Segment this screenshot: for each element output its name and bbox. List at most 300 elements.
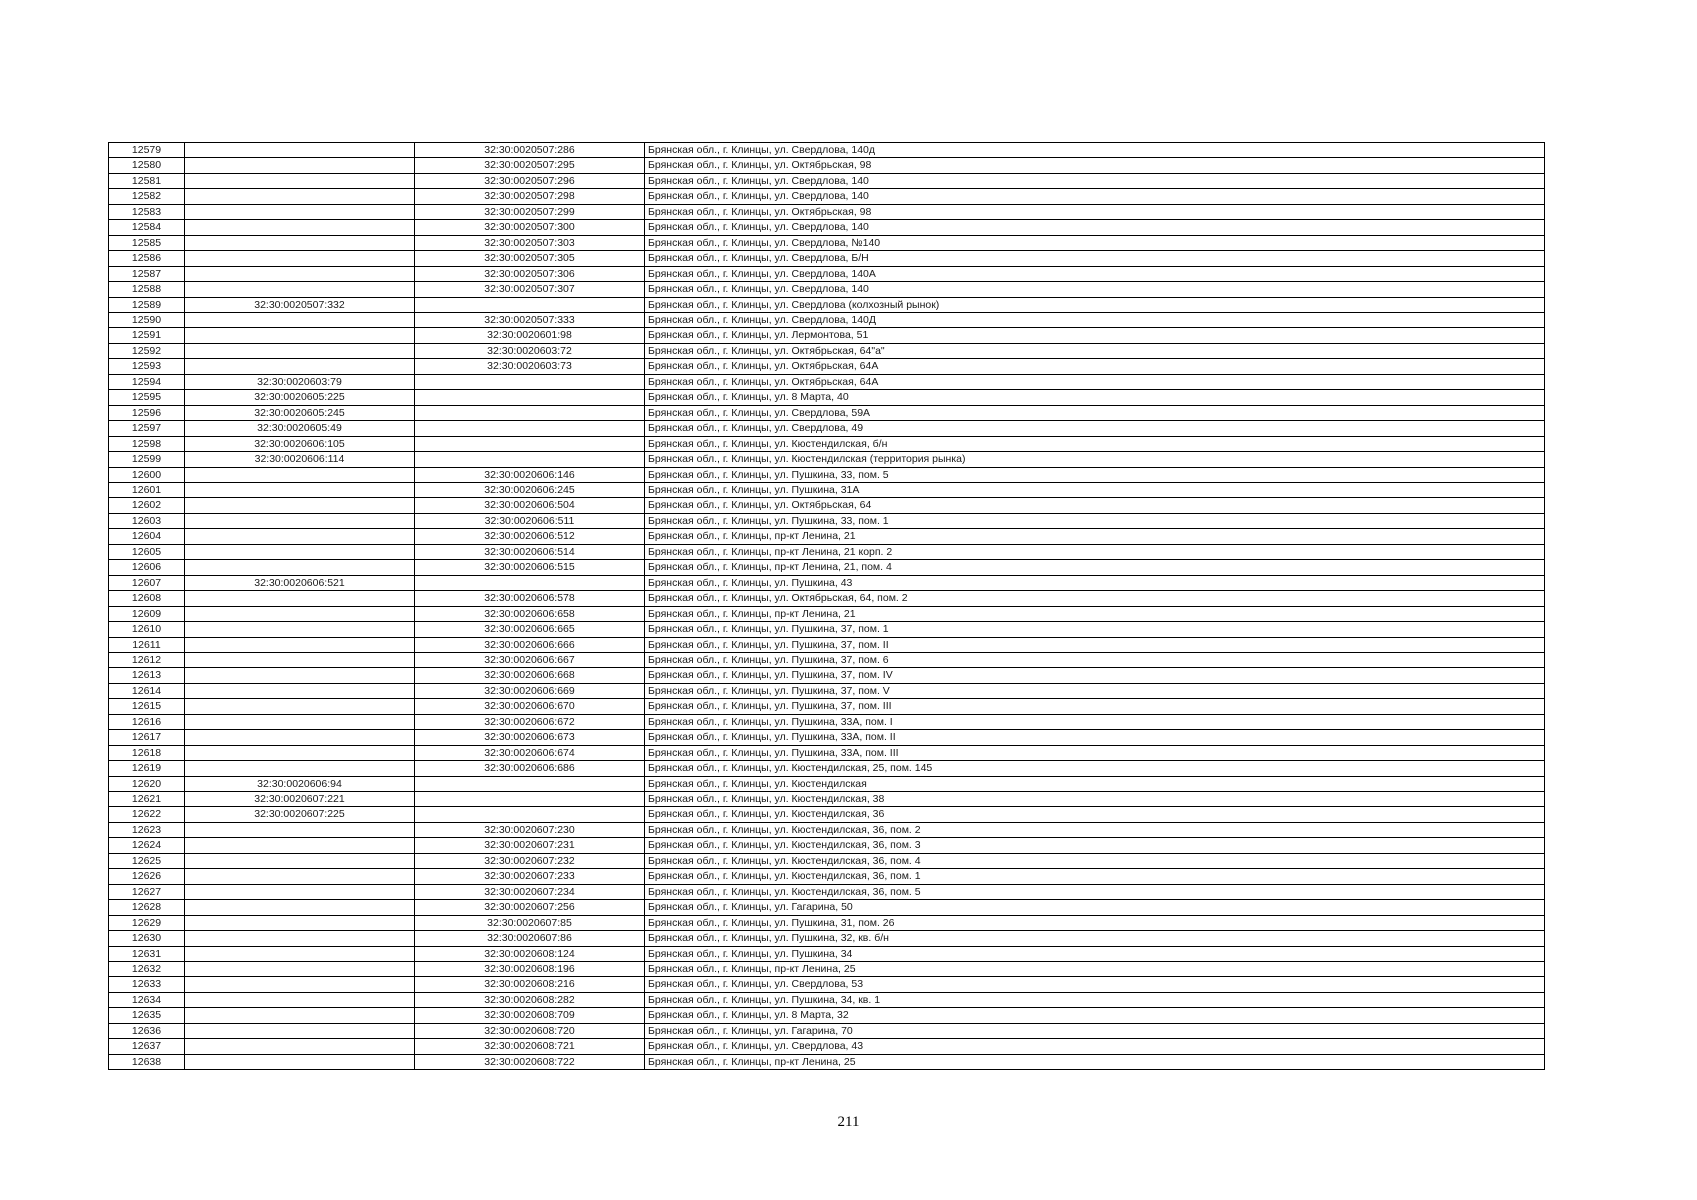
row-number-cell: 12585 — [109, 235, 185, 250]
address-cell: Брянская обл., г. Клинцы, ул. Пушкина, 31, пом. 26 — [645, 915, 1545, 930]
table-row — [109, 884, 1545, 899]
cadastral-number-cell: 32:30:0020606:667 — [415, 652, 645, 667]
cadastral-number-cell: 32:30:0020507:303 — [415, 235, 645, 250]
cadastral-number-cell: 32:30:0020507:299 — [415, 204, 645, 219]
cadastral-number-cell: 32:30:0020607:85 — [415, 915, 645, 930]
row-number-cell: 12633 — [109, 977, 185, 992]
cadastral-number-cell: 32:30:0020608:720 — [415, 1023, 645, 1038]
table-row — [109, 513, 1545, 528]
cadastral-number-cell — [415, 452, 645, 467]
cadastral-number-cell: 32:30:0020607:230 — [415, 822, 645, 837]
register-table-body — [109, 143, 1545, 1070]
cadastral-number-cell — [185, 992, 415, 1007]
cadastral-number-cell: 32:30:0020606:511 — [415, 513, 645, 528]
row-number-cell: 12599 — [109, 452, 185, 467]
cadastral-number-cell: 32:30:0020507:307 — [415, 282, 645, 297]
row-number-cell: 12608 — [109, 591, 185, 606]
row-number-cell: 12620 — [109, 776, 185, 791]
cadastral-number-cell: 32:30:0020606:668 — [415, 668, 645, 683]
address-cell: Брянская обл., г. Клинцы, пр-кт Ленина, 25 — [645, 962, 1545, 977]
address-cell: Брянская обл., г. Клинцы, ул. Свердлова, №140 — [645, 235, 1545, 250]
cadastral-number-cell — [185, 482, 415, 497]
address-cell: Брянская обл., г. Клинцы, ул. Октябрьская, 98 — [645, 204, 1545, 219]
table-row — [109, 575, 1545, 590]
table-row — [109, 822, 1545, 837]
row-number-cell: 12631 — [109, 946, 185, 961]
row-number-cell: 12589 — [109, 297, 185, 312]
address-cell: Брянская обл., г. Клинцы, ул. Пушкина, 37, пом. IV — [645, 668, 1545, 683]
address-cell: Брянская обл., г. Клинцы, ул. Кюстендилская, 25, пом. 145 — [645, 761, 1545, 776]
cadastral-number-cell: 32:30:0020608:282 — [415, 992, 645, 1007]
cadastral-number-cell: 32:30:0020507:333 — [415, 312, 645, 327]
address-cell: Брянская обл., г. Клинцы, ул. Кюстендилская, 36, пом. 4 — [645, 853, 1545, 868]
address-cell: Брянская обл., г. Клинцы, ул. Свердлова, 140 — [645, 189, 1545, 204]
table-row — [109, 529, 1545, 544]
row-number-cell: 12627 — [109, 884, 185, 899]
cadastral-number-cell: 32:30:0020507:298 — [415, 189, 645, 204]
cadastral-number-cell — [185, 529, 415, 544]
cadastral-number-cell: 32:30:0020606:94 — [185, 776, 415, 791]
table-row — [109, 668, 1545, 683]
cadastral-number-cell: 32:30:0020507:306 — [415, 266, 645, 281]
row-number-cell: 12617 — [109, 730, 185, 745]
cadastral-number-cell: 32:30:0020606:114 — [185, 452, 415, 467]
cadastral-number-cell: 32:30:0020606:504 — [415, 498, 645, 513]
row-number-cell: 12637 — [109, 1039, 185, 1054]
row-number-cell: 12580 — [109, 158, 185, 173]
row-number-cell: 12635 — [109, 1008, 185, 1023]
address-cell: Брянская обл., г. Клинцы, ул. Свердлова, 59А — [645, 405, 1545, 420]
cadastral-number-cell: 32:30:0020606:669 — [415, 683, 645, 698]
row-number-cell: 12636 — [109, 1023, 185, 1038]
address-cell: Брянская обл., г. Клинцы, ул. Свердлова, 140А — [645, 266, 1545, 281]
row-number-cell: 12621 — [109, 792, 185, 807]
table-row — [109, 235, 1545, 250]
cadastral-number-cell: 32:30:0020608:709 — [415, 1008, 645, 1023]
cadastral-number-cell — [185, 467, 415, 482]
address-cell: Брянская обл., г. Клинцы, ул. Пушкина, 37, пом. III — [645, 699, 1545, 714]
cadastral-number-cell — [185, 683, 415, 698]
cadastral-number-cell: 32:30:0020607:256 — [415, 900, 645, 915]
table-row — [109, 436, 1545, 451]
table-row — [109, 143, 1545, 158]
table-row — [109, 390, 1545, 405]
address-cell: Брянская обл., г. Клинцы, ул. Кюстендилская — [645, 776, 1545, 791]
address-cell: Брянская обл., г. Клинцы, ул. Кюстендилская, 38 — [645, 792, 1545, 807]
cadastral-number-cell — [415, 792, 645, 807]
cadastral-number-cell: 32:30:0020608:722 — [415, 1054, 645, 1069]
page-number: 211 — [837, 1114, 860, 1130]
table-row — [109, 173, 1545, 188]
cadastral-number-cell: 32:30:0020608:216 — [415, 977, 645, 992]
row-number-cell: 12606 — [109, 560, 185, 575]
cadastral-number-cell — [185, 652, 415, 667]
address-cell: Брянская обл., г. Клинцы, ул. Свердлова, 140 — [645, 220, 1545, 235]
cadastral-number-cell: 32:30:0020607:233 — [415, 869, 645, 884]
row-number-cell: 12603 — [109, 513, 185, 528]
cadastral-number-cell: 32:30:0020606:673 — [415, 730, 645, 745]
row-number-cell: 12618 — [109, 745, 185, 760]
cadastral-number-cell: 32:30:0020607:221 — [185, 792, 415, 807]
cadastral-number-cell — [185, 235, 415, 250]
cadastral-number-cell — [185, 343, 415, 358]
table-row — [109, 683, 1545, 698]
address-cell: Брянская обл., г. Клинцы, ул. Свердлова (колхозный рынок) — [645, 297, 1545, 312]
cadastral-number-cell — [185, 699, 415, 714]
cadastral-number-cell: 32:30:0020607:231 — [415, 838, 645, 853]
row-number-cell: 12583 — [109, 204, 185, 219]
cadastral-number-cell — [185, 946, 415, 961]
row-number-cell: 12604 — [109, 529, 185, 544]
address-cell: Брянская обл., г. Клинцы, ул. Пушкина, 32, кв. б/н — [645, 931, 1545, 946]
address-cell: Брянская обл., г. Клинцы, ул. 8 Марта, 32 — [645, 1008, 1545, 1023]
table-row — [109, 977, 1545, 992]
address-cell: Брянская обл., г. Клинцы, ул. Кюстендилская, 36, пом. 1 — [645, 869, 1545, 884]
cadastral-number-cell — [185, 622, 415, 637]
cadastral-number-cell: 32:30:0020606:514 — [415, 544, 645, 559]
property-register-table — [108, 142, 1545, 1070]
address-cell: Брянская обл., г. Клинцы, ул. Пушкина, 37, пом. V — [645, 683, 1545, 698]
row-number-cell: 12624 — [109, 838, 185, 853]
table-row — [109, 838, 1545, 853]
table-row — [109, 560, 1545, 575]
address-cell: Брянская обл., г. Клинцы, ул. Кюстендилская, 36 — [645, 807, 1545, 822]
row-number-cell: 12579 — [109, 143, 185, 158]
table-row — [109, 220, 1545, 235]
cadastral-number-cell — [185, 606, 415, 621]
cadastral-number-cell: 32:30:0020607:225 — [185, 807, 415, 822]
cadastral-number-cell — [185, 544, 415, 559]
table-row — [109, 467, 1545, 482]
table-row — [109, 792, 1545, 807]
row-number-cell: 12614 — [109, 683, 185, 698]
cadastral-number-cell — [185, 637, 415, 652]
row-number-cell: 12611 — [109, 637, 185, 652]
address-cell: Брянская обл., г. Клинцы, пр-кт Ленина, 21, пом. 4 — [645, 560, 1545, 575]
row-number-cell: 12619 — [109, 761, 185, 776]
row-number-cell: 12586 — [109, 251, 185, 266]
row-number-cell: 12622 — [109, 807, 185, 822]
row-number-cell: 12630 — [109, 931, 185, 946]
table-row — [109, 730, 1545, 745]
cadastral-number-cell: 32:30:0020607:234 — [415, 884, 645, 899]
cadastral-number-cell: 32:30:0020606:515 — [415, 560, 645, 575]
table-row — [109, 266, 1545, 281]
cadastral-number-cell — [185, 931, 415, 946]
cadastral-number-cell — [415, 405, 645, 420]
table-row — [109, 652, 1545, 667]
row-number-cell: 12623 — [109, 822, 185, 837]
cadastral-number-cell: 32:30:0020603:73 — [415, 359, 645, 374]
address-cell: Брянская обл., г. Клинцы, ул. Свердлова, 140д — [645, 143, 1545, 158]
table-row — [109, 807, 1545, 822]
address-cell: Брянская обл., г. Клинцы, ул. Октябрьская, 64А — [645, 359, 1545, 374]
table-row — [109, 421, 1545, 436]
row-number-cell: 12616 — [109, 714, 185, 729]
address-cell: Брянская обл., г. Клинцы, ул. Пушкина, 37, пом. II — [645, 637, 1545, 652]
row-number-cell: 12629 — [109, 915, 185, 930]
row-number-cell: 12581 — [109, 173, 185, 188]
cadastral-number-cell: 32:30:0020606:674 — [415, 745, 645, 760]
cadastral-number-cell — [185, 745, 415, 760]
cadastral-number-cell — [185, 1039, 415, 1054]
cadastral-number-cell: 32:30:0020601:98 — [415, 328, 645, 343]
row-number-cell: 12626 — [109, 869, 185, 884]
cadastral-number-cell — [415, 807, 645, 822]
address-cell: Брянская обл., г. Клинцы, ул. Пушкина, 43 — [645, 575, 1545, 590]
row-number-cell: 12605 — [109, 544, 185, 559]
cadastral-number-cell: 32:30:0020507:300 — [415, 220, 645, 235]
row-number-cell: 12615 — [109, 699, 185, 714]
cadastral-number-cell: 32:30:0020605:225 — [185, 390, 415, 405]
address-cell: Брянская обл., г. Клинцы, ул. Пушкина, 33А, пом. II — [645, 730, 1545, 745]
cadastral-number-cell — [415, 436, 645, 451]
cadastral-number-cell — [415, 776, 645, 791]
address-cell: Брянская обл., г. Клинцы, пр-кт Ленина, 21 корп. 2 — [645, 544, 1545, 559]
address-cell: Брянская обл., г. Клинцы, ул. Октябрьская, 64"а" — [645, 343, 1545, 358]
address-cell: Брянская обл., г. Клинцы, ул. Октябрьская, 64, пом. 2 — [645, 591, 1545, 606]
table-row — [109, 761, 1545, 776]
address-cell: Брянская обл., г. Клинцы, ул. Гагарина, 70 — [645, 1023, 1545, 1038]
address-cell: Брянская обл., г. Клинцы, ул. Пушкина, 34, кв. 1 — [645, 992, 1545, 1007]
row-number-cell: 12592 — [109, 343, 185, 358]
table-row — [109, 297, 1545, 312]
address-cell: Брянская обл., г. Клинцы, ул. Свердлова, 140Д — [645, 312, 1545, 327]
address-cell: Брянская обл., г. Клинцы, ул. Кюстендилская (территория рынка) — [645, 452, 1545, 467]
address-cell: Брянская обл., г. Клинцы, ул. Пушкина, 31А — [645, 482, 1545, 497]
cadastral-number-cell: 32:30:0020606:512 — [415, 529, 645, 544]
row-number-cell: 12610 — [109, 622, 185, 637]
address-cell: Брянская обл., г. Клинцы, пр-кт Ленина, 21 — [645, 606, 1545, 621]
cadastral-number-cell: 32:30:0020606:665 — [415, 622, 645, 637]
table-row — [109, 405, 1545, 420]
cadastral-number-cell: 32:30:0020608:721 — [415, 1039, 645, 1054]
cadastral-number-cell: 32:30:0020605:245 — [185, 405, 415, 420]
row-number-cell: 12593 — [109, 359, 185, 374]
cadastral-number-cell: 32:30:0020507:296 — [415, 173, 645, 188]
cadastral-number-cell: 32:30:0020606:666 — [415, 637, 645, 652]
address-cell: Брянская обл., г. Клинцы, ул. Свердлова, 140 — [645, 282, 1545, 297]
cadastral-number-cell — [185, 312, 415, 327]
cadastral-number-cell — [185, 838, 415, 853]
table-row — [109, 946, 1545, 961]
cadastral-number-cell: 32:30:0020607:232 — [415, 853, 645, 868]
table-row — [109, 1039, 1545, 1054]
address-cell: Брянская обл., г. Клинцы, ул. Пушкина, 37, пом. 6 — [645, 652, 1545, 667]
table-row — [109, 1023, 1545, 1038]
cadastral-number-cell — [415, 390, 645, 405]
address-cell: Брянская обл., г. Клинцы, ул. Кюстендилская, 36, пом. 5 — [645, 884, 1545, 899]
table-row — [109, 962, 1545, 977]
table-row — [109, 853, 1545, 868]
table-row — [109, 374, 1545, 389]
cadastral-number-cell: 32:30:0020606:146 — [415, 467, 645, 482]
table-row — [109, 931, 1545, 946]
cadastral-number-cell — [185, 204, 415, 219]
cadastral-number-cell — [185, 251, 415, 266]
table-row — [109, 714, 1545, 729]
row-number-cell: 12584 — [109, 220, 185, 235]
address-cell: Брянская обл., г. Клинцы, ул. Пушкина, 34 — [645, 946, 1545, 961]
table-row — [109, 900, 1545, 915]
cadastral-number-cell — [185, 282, 415, 297]
table-row — [109, 637, 1545, 652]
cadastral-number-cell — [415, 421, 645, 436]
cadastral-number-cell — [185, 668, 415, 683]
address-cell: Брянская обл., г. Клинцы, ул. Пушкина, 37, пом. 1 — [645, 622, 1545, 637]
address-cell: Брянская обл., г. Клинцы, ул. Пушкина, 33, пом. 5 — [645, 467, 1545, 482]
cadastral-number-cell: 32:30:0020606:578 — [415, 591, 645, 606]
row-number-cell: 12600 — [109, 467, 185, 482]
address-cell: Брянская обл., г. Клинцы, ул. Лермонтова, 51 — [645, 328, 1545, 343]
table-row — [109, 915, 1545, 930]
cadastral-number-cell: 32:30:0020606:686 — [415, 761, 645, 776]
table-row — [109, 343, 1545, 358]
cadastral-number-cell — [415, 374, 645, 389]
table-row — [109, 776, 1545, 791]
cadastral-number-cell — [185, 359, 415, 374]
cadastral-number-cell: 32:30:0020606:672 — [415, 714, 645, 729]
table-row — [109, 359, 1545, 374]
cadastral-number-cell — [185, 822, 415, 837]
address-cell: Брянская обл., г. Клинцы, ул. Гагарина, 50 — [645, 900, 1545, 915]
cadastral-number-cell — [185, 560, 415, 575]
row-number-cell: 12602 — [109, 498, 185, 513]
cadastral-number-cell — [415, 297, 645, 312]
address-cell: Брянская обл., г. Клинцы, ул. Свердлова, Б/Н — [645, 251, 1545, 266]
row-number-cell: 12638 — [109, 1054, 185, 1069]
table-row — [109, 1008, 1545, 1023]
table-row — [109, 622, 1545, 637]
table-row — [109, 1054, 1545, 1069]
row-number-cell: 12632 — [109, 962, 185, 977]
table-row — [109, 544, 1545, 559]
cadastral-number-cell: 32:30:0020507:332 — [185, 297, 415, 312]
cadastral-number-cell: 32:30:0020603:72 — [415, 343, 645, 358]
row-number-cell: 12594 — [109, 374, 185, 389]
cadastral-number-cell — [185, 900, 415, 915]
row-number-cell: 12625 — [109, 853, 185, 868]
cadastral-number-cell — [185, 591, 415, 606]
cadastral-number-cell: 32:30:0020507:305 — [415, 251, 645, 266]
cadastral-number-cell: 32:30:0020603:79 — [185, 374, 415, 389]
address-cell: Брянская обл., г. Клинцы, ул. Кюстендилская, 36, пом. 3 — [645, 838, 1545, 853]
cadastral-number-cell: 32:30:0020606:670 — [415, 699, 645, 714]
table-row — [109, 745, 1545, 760]
row-number-cell: 12609 — [109, 606, 185, 621]
cadastral-number-cell: 32:30:0020606:105 — [185, 436, 415, 451]
table-row — [109, 992, 1545, 1007]
address-cell: Брянская обл., г. Клинцы, ул. Октябрьская, 98 — [645, 158, 1545, 173]
address-cell: Брянская обл., г. Клинцы, ул. Пушкина, 33А, пом. III — [645, 745, 1545, 760]
row-number-cell: 12590 — [109, 312, 185, 327]
table-row — [109, 498, 1545, 513]
cadastral-number-cell — [185, 143, 415, 158]
address-cell: Брянская обл., г. Клинцы, ул. Свердлова, 43 — [645, 1039, 1545, 1054]
row-number-cell: 12613 — [109, 668, 185, 683]
address-cell: Брянская обл., г. Клинцы, ул. Свердлова, 53 — [645, 977, 1545, 992]
cadastral-number-cell — [415, 575, 645, 590]
cadastral-number-cell — [185, 730, 415, 745]
cadastral-number-cell: 32:30:0020606:245 — [415, 482, 645, 497]
cadastral-number-cell — [185, 962, 415, 977]
row-number-cell: 12588 — [109, 282, 185, 297]
cadastral-number-cell — [185, 884, 415, 899]
cadastral-number-cell — [185, 328, 415, 343]
table-row — [109, 312, 1545, 327]
table-row — [109, 452, 1545, 467]
cadastral-number-cell — [185, 158, 415, 173]
address-cell: Брянская обл., г. Клинцы, пр-кт Ленина, 25 — [645, 1054, 1545, 1069]
cadastral-number-cell — [185, 498, 415, 513]
cadastral-number-cell — [185, 513, 415, 528]
row-number-cell: 12634 — [109, 992, 185, 1007]
row-number-cell: 12582 — [109, 189, 185, 204]
row-number-cell: 12591 — [109, 328, 185, 343]
table-row — [109, 699, 1545, 714]
cadastral-number-cell — [185, 173, 415, 188]
address-cell: Брянская обл., г. Клинцы, ул. Кюстендилская, 36, пом. 2 — [645, 822, 1545, 837]
table-row — [109, 251, 1545, 266]
table-row — [109, 282, 1545, 297]
row-number-cell: 12628 — [109, 900, 185, 915]
address-cell: Брянская обл., г. Клинцы, ул. Октябрьская, 64 — [645, 498, 1545, 513]
row-number-cell: 12607 — [109, 575, 185, 590]
cadastral-number-cell: 32:30:0020608:196 — [415, 962, 645, 977]
cadastral-number-cell — [185, 915, 415, 930]
table-row — [109, 158, 1545, 173]
address-cell: Брянская обл., г. Клинцы, ул. Октябрьская, 64А — [645, 374, 1545, 389]
address-cell: Брянская обл., г. Клинцы, ул. 8 Марта, 40 — [645, 390, 1545, 405]
address-cell: Брянская обл., г. Клинцы, ул. Свердлова, 140 — [645, 173, 1545, 188]
address-cell: Брянская обл., г. Клинцы, ул. Пушкина, 33А, пом. I — [645, 714, 1545, 729]
cadastral-number-cell — [185, 266, 415, 281]
cadastral-number-cell — [185, 714, 415, 729]
cadastral-number-cell — [185, 220, 415, 235]
address-cell: Брянская обл., г. Клинцы, пр-кт Ленина, 21 — [645, 529, 1545, 544]
cadastral-number-cell — [185, 1023, 415, 1038]
cadastral-number-cell: 32:30:0020608:124 — [415, 946, 645, 961]
cadastral-number-cell — [185, 869, 415, 884]
cadastral-number-cell — [185, 977, 415, 992]
cadastral-number-cell — [185, 189, 415, 204]
row-number-cell: 12597 — [109, 421, 185, 436]
table-row — [109, 869, 1545, 884]
cadastral-number-cell — [185, 761, 415, 776]
table-row — [109, 189, 1545, 204]
table-row — [109, 204, 1545, 219]
cadastral-number-cell: 32:30:0020606:658 — [415, 606, 645, 621]
cadastral-number-cell: 32:30:0020606:521 — [185, 575, 415, 590]
cadastral-number-cell: 32:30:0020607:86 — [415, 931, 645, 946]
row-number-cell: 12612 — [109, 652, 185, 667]
table-row — [109, 328, 1545, 343]
table-row — [109, 606, 1545, 621]
row-number-cell: 12601 — [109, 482, 185, 497]
cadastral-number-cell — [185, 1054, 415, 1069]
cadastral-number-cell: 32:30:0020507:295 — [415, 158, 645, 173]
cadastral-number-cell: 32:30:0020507:286 — [415, 143, 645, 158]
address-cell: Брянская обл., г. Клинцы, ул. Пушкина, 33, пом. 1 — [645, 513, 1545, 528]
cadastral-number-cell — [185, 1008, 415, 1023]
cadastral-number-cell — [185, 853, 415, 868]
address-cell: Брянская обл., г. Клинцы, ул. Кюстендилская, б/н — [645, 436, 1545, 451]
row-number-cell: 12587 — [109, 266, 185, 281]
address-cell: Брянская обл., г. Клинцы, ул. Свердлова, 49 — [645, 421, 1545, 436]
row-number-cell: 12595 — [109, 390, 185, 405]
row-number-cell: 12598 — [109, 436, 185, 451]
row-number-cell: 12596 — [109, 405, 185, 420]
